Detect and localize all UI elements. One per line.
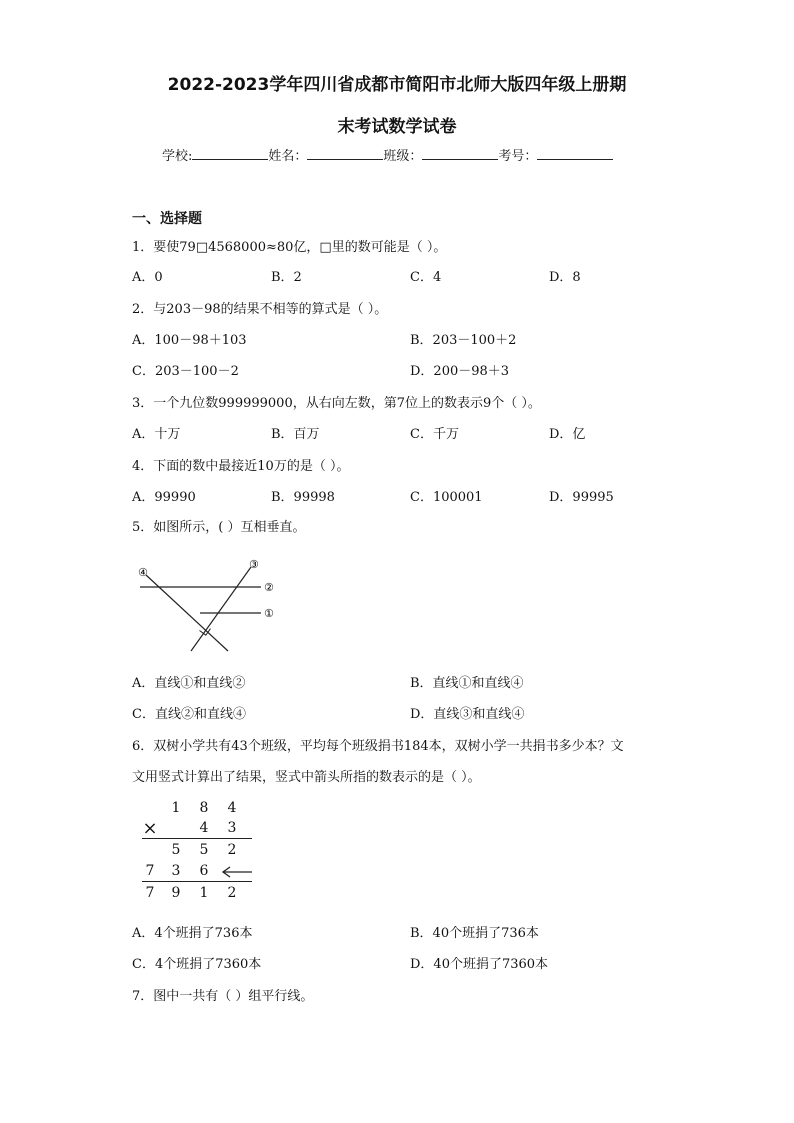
q2-option-c[interactable]: C．203－100－2: [132, 364, 239, 379]
calc-divider: [142, 838, 252, 839]
school-blank[interactable]: [192, 147, 268, 160]
q6-option-c[interactable]: C．4个班捐了7360本: [132, 957, 262, 972]
q4-option-c[interactable]: C．100001: [410, 490, 483, 505]
calc-digit: 7: [145, 885, 155, 901]
question-3: 3．一个九位数999999000，从右向左数，第7位上的数表示9个（ ）。: [132, 396, 541, 411]
q3-option-a[interactable]: A．十万: [132, 427, 181, 442]
calc-digit: 1: [171, 800, 181, 816]
question-4: 4．下面的数中最接近10万的是（ ）。: [132, 459, 350, 474]
number-blank[interactable]: [537, 147, 613, 160]
q2-option-d[interactable]: D．200－98＋3: [410, 364, 510, 379]
line-3: [191, 567, 251, 651]
calc-digit: 2: [227, 885, 237, 901]
class-label: 班级：: [383, 149, 423, 164]
q3-option-c[interactable]: C．千万: [410, 427, 459, 442]
q1-option-d[interactable]: D．8: [549, 270, 581, 285]
q5-option-c[interactable]: C．直线②和直线④: [132, 707, 246, 722]
q1-option-c[interactable]: C．4: [410, 270, 442, 285]
question-7: 7．图中一共有（ ）组平行线。: [132, 989, 314, 1004]
label-1: ①: [264, 607, 274, 620]
q5-option-a[interactable]: A．直线①和直线②: [132, 676, 246, 691]
q6-option-a[interactable]: A．4个班捐了736本: [132, 926, 253, 941]
calc-divider: [142, 881, 252, 882]
label-3: ③: [249, 558, 259, 571]
calc-digit: 5: [171, 842, 181, 858]
number-label: 考号：: [498, 149, 538, 164]
q4-option-b[interactable]: B．99998: [271, 490, 335, 505]
calc-digit: 3: [171, 863, 181, 879]
q6-option-b[interactable]: B．40个班捐了736本: [410, 926, 539, 941]
q2-option-b[interactable]: B．203－100＋2: [410, 333, 517, 348]
arrow-left-icon: [220, 866, 254, 878]
question-1: 1．要使79□4568000≈80亿，□里的数可能是（ ）。: [132, 240, 447, 255]
label-2: ②: [264, 581, 274, 594]
exam-title-line2: 末考试数学试卷: [337, 117, 457, 137]
calc-digit: 8: [199, 800, 209, 816]
calc-digit: 4: [227, 800, 237, 816]
question-5: 5．如图所示，( ）互相垂直。: [132, 520, 306, 535]
school-label: 学校:: [162, 149, 193, 164]
q6-option-d[interactable]: D．40个班捐了7360本: [410, 957, 549, 972]
vertical-multiplication: [140, 800, 260, 910]
calc-digit: 7: [145, 863, 155, 879]
calc-digit: 1: [199, 885, 209, 901]
q4-option-d[interactable]: D．99995: [549, 490, 614, 505]
q2-option-a[interactable]: A．100－98＋103: [132, 333, 247, 348]
multiply-sign: ×: [142, 818, 158, 839]
calc-digit: 9: [171, 885, 181, 901]
class-blank[interactable]: [422, 147, 498, 160]
section-heading: 一、选择题: [132, 211, 202, 227]
label-4: ④: [138, 566, 148, 579]
name-blank[interactable]: [307, 147, 383, 160]
q3-option-b[interactable]: B．百万: [271, 427, 320, 442]
q1-option-b[interactable]: B．2: [271, 270, 302, 285]
question-6-line1: 6．双树小学共有43个班级，平均每个班级捐书184本，双树小学一共捐书多少本？文: [132, 739, 624, 754]
calc-digit: 2: [227, 842, 237, 858]
q3-option-d[interactable]: D．亿: [549, 427, 586, 442]
q5-option-d[interactable]: D．直线③和直线④: [410, 707, 525, 722]
exam-title-line1: 2022-2023学年四川省成都市简阳市北师大版四年级上册期: [167, 75, 627, 95]
name-label: 姓名：: [268, 149, 308, 164]
perpendicular-lines-figure: [128, 555, 288, 660]
student-info-row: [162, 145, 613, 164]
q4-option-a[interactable]: A．99990: [132, 490, 196, 505]
calc-digit: 4: [199, 820, 209, 836]
question-6-line2: 文用竖式计算出了结果，竖式中箭头所指的数表示的是（ ）。: [132, 770, 481, 785]
q1-option-a[interactable]: A．0: [132, 270, 163, 285]
calc-digit: 3: [227, 820, 237, 836]
question-2: 2．与203－98的结果不相等的算式是（ ）。: [132, 302, 388, 317]
calc-digit: 5: [199, 842, 209, 858]
q5-option-b[interactable]: B．直线①和直线④: [410, 676, 524, 691]
calc-digit: 6: [199, 863, 209, 879]
